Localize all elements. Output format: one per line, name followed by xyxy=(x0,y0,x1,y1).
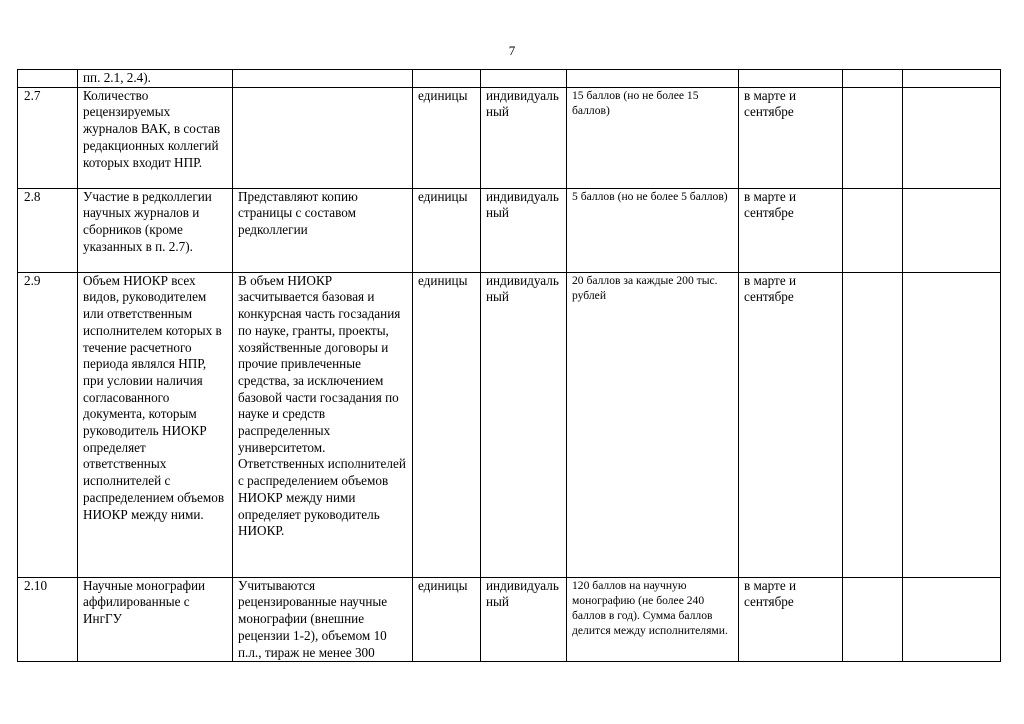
unit-cell: единицы xyxy=(413,272,481,577)
score-cell: 5 баллов (но не более 5 баллов) xyxy=(567,188,739,272)
period-cell: в марте и сентябре xyxy=(739,272,843,577)
indicator-name-cell: Участие в редколлегии научных журналов и сборников (кроме указанных в п. 2.7). xyxy=(78,188,233,272)
extra-cell-1 xyxy=(843,577,903,662)
indicator-name-cell: Научные монографии аффилированные с ИнгГУ xyxy=(78,577,233,662)
note-cell xyxy=(233,87,413,188)
period-cell xyxy=(739,70,843,88)
score-cell: 15 баллов (но не более 15 баллов) xyxy=(567,87,739,188)
extra-cell-2 xyxy=(903,87,1001,188)
indicator-name-cell: Количество рецензируемых журналов ВАК, в состав редакционных коллегий которых входит НПР. xyxy=(78,87,233,188)
note-cell xyxy=(233,70,413,88)
row-number-cell: 2.7 xyxy=(18,87,78,188)
unit-cell: единицы xyxy=(413,188,481,272)
type-cell xyxy=(481,70,567,88)
criteria-table xyxy=(17,69,1001,662)
table-row xyxy=(18,272,1001,577)
note-cell: В объем НИОКР засчитывается базовая и конкурсная часть госзадания по науке, гранты, проекты, хозяйственные договоры и прочие привлеченные средства, за исключением базовой части госзадания по науке и средств распределенных университетом. Ответственных исполнителей с распределением объемов НИОКР между ними определяет руководитель НИОКР. xyxy=(233,272,413,577)
extra-cell-1 xyxy=(843,272,903,577)
period-cell: в марте и сентябре xyxy=(739,188,843,272)
table-row xyxy=(18,70,1001,88)
row-number-cell: 2.8 xyxy=(18,188,78,272)
period-cell: в марте и сентябре xyxy=(739,577,843,662)
note-cell: Представляют копию страницы с составом редколлегии xyxy=(233,188,413,272)
table-row xyxy=(18,87,1001,188)
table-row xyxy=(18,188,1001,272)
unit-cell: единицы xyxy=(413,577,481,662)
extra-cell-1 xyxy=(843,70,903,88)
extra-cell-2 xyxy=(903,188,1001,272)
unit-cell xyxy=(413,70,481,88)
type-cell: индивидуальный xyxy=(481,272,567,577)
note-cell: Учитываются рецензированные научные монографии (внешние рецензии 1-2), объемом 10 п.л., тираж не менее 300 xyxy=(233,577,413,662)
indicator-name-cell: пп. 2.1, 2.4). xyxy=(78,70,233,88)
score-cell xyxy=(567,70,739,88)
indicator-name-cell: Объем НИОКР всех видов, руководителем или ответственным исполнителем которых в течение расчетного периода являлся НПР, при условии наличия согласованного документа, которым руководитель НИОКР определяет ответственных исполнителей с распределением объемов НИОКР между ними. xyxy=(78,272,233,577)
row-number-cell: 2.10 xyxy=(18,577,78,662)
table-row xyxy=(18,577,1001,662)
page-number: 7 xyxy=(508,43,516,58)
extra-cell-2 xyxy=(903,272,1001,577)
score-cell: 120 баллов на научную монографию (не более 240 баллов в год). Сумма баллов делится между исполнителями. xyxy=(567,577,739,662)
row-number-cell xyxy=(18,70,78,88)
row-number-cell: 2.9 xyxy=(18,272,78,577)
type-cell: индивидуальный xyxy=(481,577,567,662)
extra-cell-2 xyxy=(903,577,1001,662)
type-cell: индивидуальный xyxy=(481,87,567,188)
unit-cell: единицы xyxy=(413,87,481,188)
extra-cell-1 xyxy=(843,87,903,188)
extra-cell-1 xyxy=(843,188,903,272)
type-cell: индивидуальный xyxy=(481,188,567,272)
period-cell: в марте и сентябре xyxy=(739,87,843,188)
score-cell: 20 баллов за каждые 200 тыс. рублей xyxy=(567,272,739,577)
extra-cell-2 xyxy=(903,70,1001,88)
